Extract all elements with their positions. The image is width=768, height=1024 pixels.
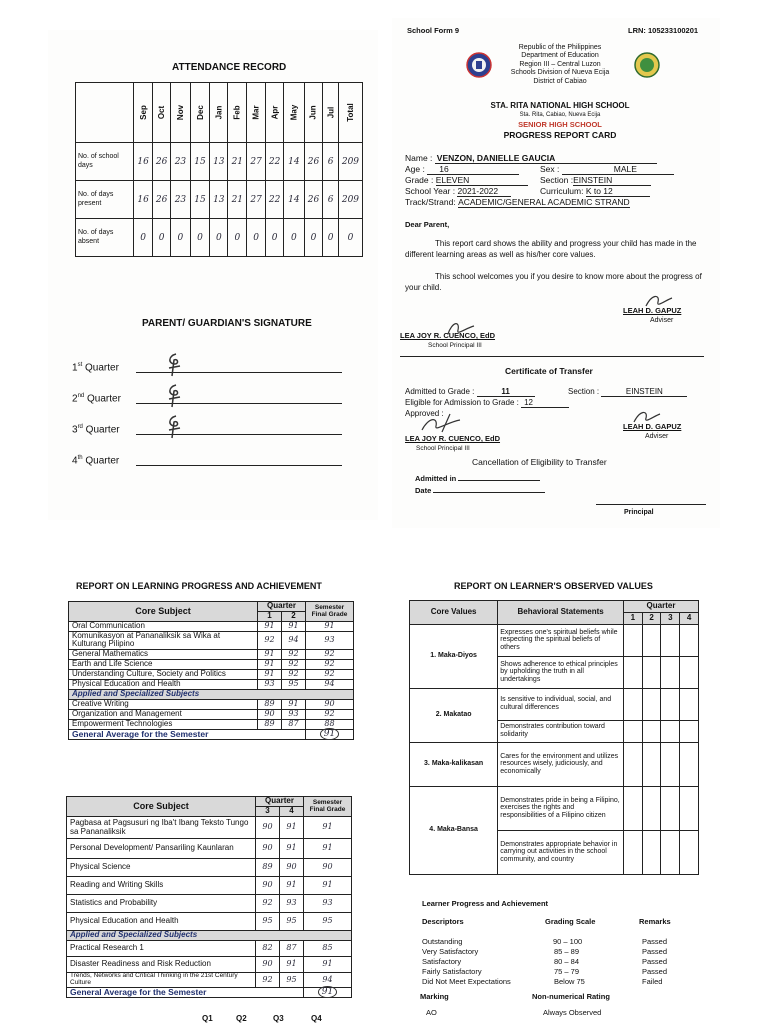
legend-row: Fairly Satisfactory 75 – 79 Passed xyxy=(422,967,668,976)
curriculum: Curriculum: K to 12 xyxy=(540,186,650,197)
values-title: REPORT ON LEARNER'S OBSERVED VALUES xyxy=(454,581,653,591)
semester-2-table: Core Subject Quarter Semester Final Grade 3 4 Pagbasa at Pagsusuri ng Iba't Ibang Teksto Tungo sa Pananaliksik 90 91 91 Personal Development/ Pansariling Kaunlaran 90 91 91 Physical Science 89 90 90 Reading and Writing Skills 90 91 91 Statistics and Probability 92 93 93 Physical Education and Health 95 95 95 Applied and Specialized Subjects Practical Research 1 82 87 85 Disaster Readiness and Risk Reduction 90 91 91 Trends, Networks and Critical Thinking in the 21st Century Culture 92 95 94 General Average for the Semester 91 xyxy=(66,796,352,998)
attendance-row: No. of days absent 0 0 0 0 0 0 0 0 0 0 0 0 xyxy=(76,219,363,257)
eligible-grade: Eligible for Admission to Grade : 12 xyxy=(405,398,569,408)
subject-row: Organization and Management 90 93 92 xyxy=(69,709,354,719)
quarter-footer-label: Q4 xyxy=(311,1014,322,1023)
attendance-corner xyxy=(76,83,134,143)
general-average-row: General Average for the Semester 91 xyxy=(69,729,354,739)
quarter-signature-row: 4th Quarter xyxy=(72,455,119,466)
school-address: Sta. Rita, Cabiao, Nueva Ecija xyxy=(519,112,601,118)
quarter-footer-label: Q1 xyxy=(202,1014,213,1023)
attendance-title: ATTENDANCE RECORD xyxy=(172,62,287,73)
student-sex: Sex : MALE xyxy=(540,164,674,175)
transfer-adviser-title: Adviser xyxy=(645,433,669,440)
school-year: School Year : 2021-2022 xyxy=(405,186,511,197)
marking-row: AO Always Observed xyxy=(426,1008,602,1017)
value-row: 2. Makatao Is sensitive to individual, social, and cultural differences xyxy=(410,688,699,720)
report-card-title: PROGRESS REPORT CARD xyxy=(503,130,617,140)
admitted-grade: Admitted to Grade : 11 xyxy=(405,387,535,397)
approved: Approved : xyxy=(405,409,444,418)
month-header: Mar xyxy=(247,83,266,143)
divider xyxy=(400,356,704,357)
adviser-name: LEAH D. GAPUZ xyxy=(623,306,682,315)
month-header: Nov xyxy=(170,83,190,143)
value-row: 4. Maka-Bansa Demonstrates pride in being a Filipino, exercises the rights and responsibilities of a Filipino citizen xyxy=(410,786,699,830)
subject-row: Pagbasa at Pagsusuri ng Iba't Ibang Teksto Tungo sa Pananaliksik 90 91 91 xyxy=(67,817,352,839)
subject-row: General Mathematics 91 92 92 xyxy=(69,649,354,659)
legend-title: Learner Progress and Achievement xyxy=(422,899,549,908)
values-table: Core Values Behavioral Statements Quarter 1 2 3 4 1. Maka-Diyos Expresses one's spiritual beliefs while respecting the spiritual beliefs of others Shows adherence to ethical principles by upholding the truth in all undertakings 2. Makatao Is sensitive to individual, social, and cultural differences Demonstrates contribution toward solidarity 3. Maka-kalikasan Cares for the environment and utilizes resources wisely, judiciously, and economically 4. Maka-Bansa Demonstrates pride in being a Filipino, exercises the rights and responsibilities of a Filipino citizen Demonstrates appropriate behavior in carrying out activities in the school community, and country xyxy=(409,600,699,875)
letter-paragraph-1: This report card shows the ability and progress your child has made in the different learning areas as well as his/her core values. xyxy=(405,239,697,259)
subject-row: Practical Research 1 82 87 85 xyxy=(67,941,352,957)
value-row: 3. Maka-kalikasan Cares for the environment and utilizes resources wisely, judiciously, and economically xyxy=(410,742,699,786)
student-grade: Grade : ELEVEN xyxy=(405,175,528,186)
school-name: STA. RITA NATIONAL HIGH SCHOOL xyxy=(490,101,630,110)
letter-paragraph-2: This school welcomes you if you desire to know more about the progress of your child. xyxy=(405,272,702,292)
month-header: Oct xyxy=(153,83,171,143)
month-header: May xyxy=(284,83,304,143)
subject-row: Statistics and Probability 92 93 93 xyxy=(67,895,352,913)
lrn: LRN: 105233100201 xyxy=(628,26,699,35)
principal-line xyxy=(596,504,706,505)
value-row: Shows adherence to ethical principles by upholding the truth in all undertakings xyxy=(410,656,699,688)
subject-row: Creative Writing 89 91 90 xyxy=(69,699,354,709)
principal-title: School Principal III xyxy=(428,342,482,349)
subject-row: Earth and Life Science 91 92 92 xyxy=(69,659,354,669)
semester-1-table: Core Subject Quarter Semester Final Grade 1 2 Oral Communication 91 91 91 Komunikasyon at Pananaliksik sa Wika at Kulturang Pilipino 92 94 93 General Mathematics 91 92 92 Earth and Life Science 91 92 92 Understanding Culture, Society and Politics 91 92 92 Physical Education and Health 93 95 94 Applied and Specialized Subjects Creative Writing 89 91 90 Organization and Management 90 93 92 Empowerment Technologies 89 87 88 General Average for the Semester 91 xyxy=(68,601,354,740)
cancel-date: Date xyxy=(415,486,545,495)
subject-row: Physical Education and Health 95 95 95 xyxy=(67,913,352,931)
deped-header: Republic of the Philippines Department of Education Region III – Central Luzon Schools Division of Nueva Ecija District of Cabiao xyxy=(510,44,610,85)
track-strand: Track/Strand: ACADEMIC/GENERAL ACADEMIC STRAND xyxy=(405,197,630,207)
month-header: Total xyxy=(338,83,362,143)
legend-row: Satisfactory 80 – 84 Passed xyxy=(422,957,668,966)
signature-mark-icon xyxy=(164,383,184,409)
student-section: Section :EINSTEIN xyxy=(540,175,651,186)
month-header: Jun xyxy=(304,83,323,143)
subject-row: Reading and Writing Skills 90 91 91 xyxy=(67,877,352,895)
student-name: Name : VENZON, DANIELLE GAUCIA xyxy=(405,153,657,164)
attendance-row: No. of days present 16 26 23 15 13 21 27 22 14 26 6 209 xyxy=(76,181,363,219)
adviser-title: Adviser xyxy=(650,317,674,324)
subject-row: Trends, Networks and Critical Thinking in the 21st Century Culture 92 95 94 xyxy=(67,973,352,988)
subject-row: Personal Development/ Pansariling Kaunlaran 90 91 91 xyxy=(67,839,352,859)
form-number: School Form 9 xyxy=(407,26,460,35)
legend-row: Very Satisfactory 85 – 89 Passed xyxy=(422,947,668,956)
legend-header: Descriptors Grading Scale Remarks xyxy=(422,917,671,926)
month-header: Feb xyxy=(228,83,247,143)
quarter-footer-label: Q3 xyxy=(273,1014,284,1023)
attendance-table xyxy=(75,82,363,257)
general-average-row: General Average for the Semester 91 xyxy=(67,987,352,997)
transfer-principal: LEA JOY R. CUENCO, EdD xyxy=(405,434,501,443)
quarter-footer-label: Q2 xyxy=(236,1014,247,1023)
principal-name: LEA JOY R. CUENCO, EdD xyxy=(400,331,496,340)
admitted-in: Admitted in xyxy=(415,474,540,483)
student-age: Age : 16 xyxy=(405,164,519,175)
month-header: Jan xyxy=(210,83,228,143)
value-row: Demonstrates appropriate behavior in carrying out activities in the school community, and country xyxy=(410,830,699,874)
subject-row: Disaster Readiness and Risk Reduction 90 91 91 xyxy=(67,957,352,973)
shs-label: SENIOR HIGH SCHOOL xyxy=(518,120,602,129)
transfer-section: Section : EINSTEIN xyxy=(568,387,687,397)
transfer-principal-title: School Principal III xyxy=(416,445,470,452)
value-row: 1. Maka-Diyos Expresses one's spiritual beliefs while respecting the spiritual beliefs of others xyxy=(410,624,699,656)
value-row: Demonstrates contribution toward solidarity xyxy=(410,720,699,742)
signature-title: PARENT/ GUARDIAN'S SIGNATURE xyxy=(142,318,312,329)
transfer-adviser: LEAH D. GAPUZ xyxy=(623,422,682,431)
quarter-signature-row: 1st Quarter xyxy=(72,362,119,373)
applied-header: Applied and Specialized Subjects xyxy=(69,689,354,699)
quarter-signature-row: 3rd Quarter xyxy=(72,424,120,435)
signature-mark-icon xyxy=(164,352,184,378)
cancel-principal: Principal xyxy=(624,509,654,516)
month-header: Jul xyxy=(323,83,338,143)
subject-row: Understanding Culture, Society and Politics 91 92 92 xyxy=(69,669,354,679)
subject-row: Physical Science 89 90 90 xyxy=(67,859,352,877)
month-header: Apr xyxy=(265,83,283,143)
quarter-signature-row: 2nd Quarter xyxy=(72,393,121,404)
subject-row: Physical Education and Health 93 95 94 xyxy=(69,679,354,689)
month-header: Sep xyxy=(134,83,153,143)
applied-header: Applied and Specialized Subjects xyxy=(67,931,352,941)
subject-row: Empowerment Technologies 89 87 88 xyxy=(69,719,354,729)
legend-row: Outstanding 90 – 100 Passed xyxy=(422,937,668,946)
principal-signature-icon xyxy=(420,412,462,434)
cancellation-title: Cancellation of Eligibility to Transfer xyxy=(472,457,607,467)
transfer-title: Certificate of Transfer xyxy=(505,366,593,376)
signature-mark-icon xyxy=(164,414,184,440)
month-header: Dec xyxy=(190,83,209,143)
subject-row: Oral Communication 91 91 91 xyxy=(69,622,354,632)
subject-row: Komunikasyon at Pananaliksik sa Wika at Kulturang Pilipino 92 94 93 xyxy=(69,632,354,650)
legend-row: Did Not Meet Expectations Below 75 Failed xyxy=(422,977,663,986)
attendance-row: No. of school days 16 26 23 15 13 21 27 22 14 26 6 209 xyxy=(76,143,363,181)
marking-header: Marking Non-numerical Rating xyxy=(420,992,610,1001)
salutation: Dear Parent, xyxy=(405,220,450,229)
learning-title: REPORT ON LEARNING PROGRESS AND ACHIEVEMENT xyxy=(76,581,322,591)
